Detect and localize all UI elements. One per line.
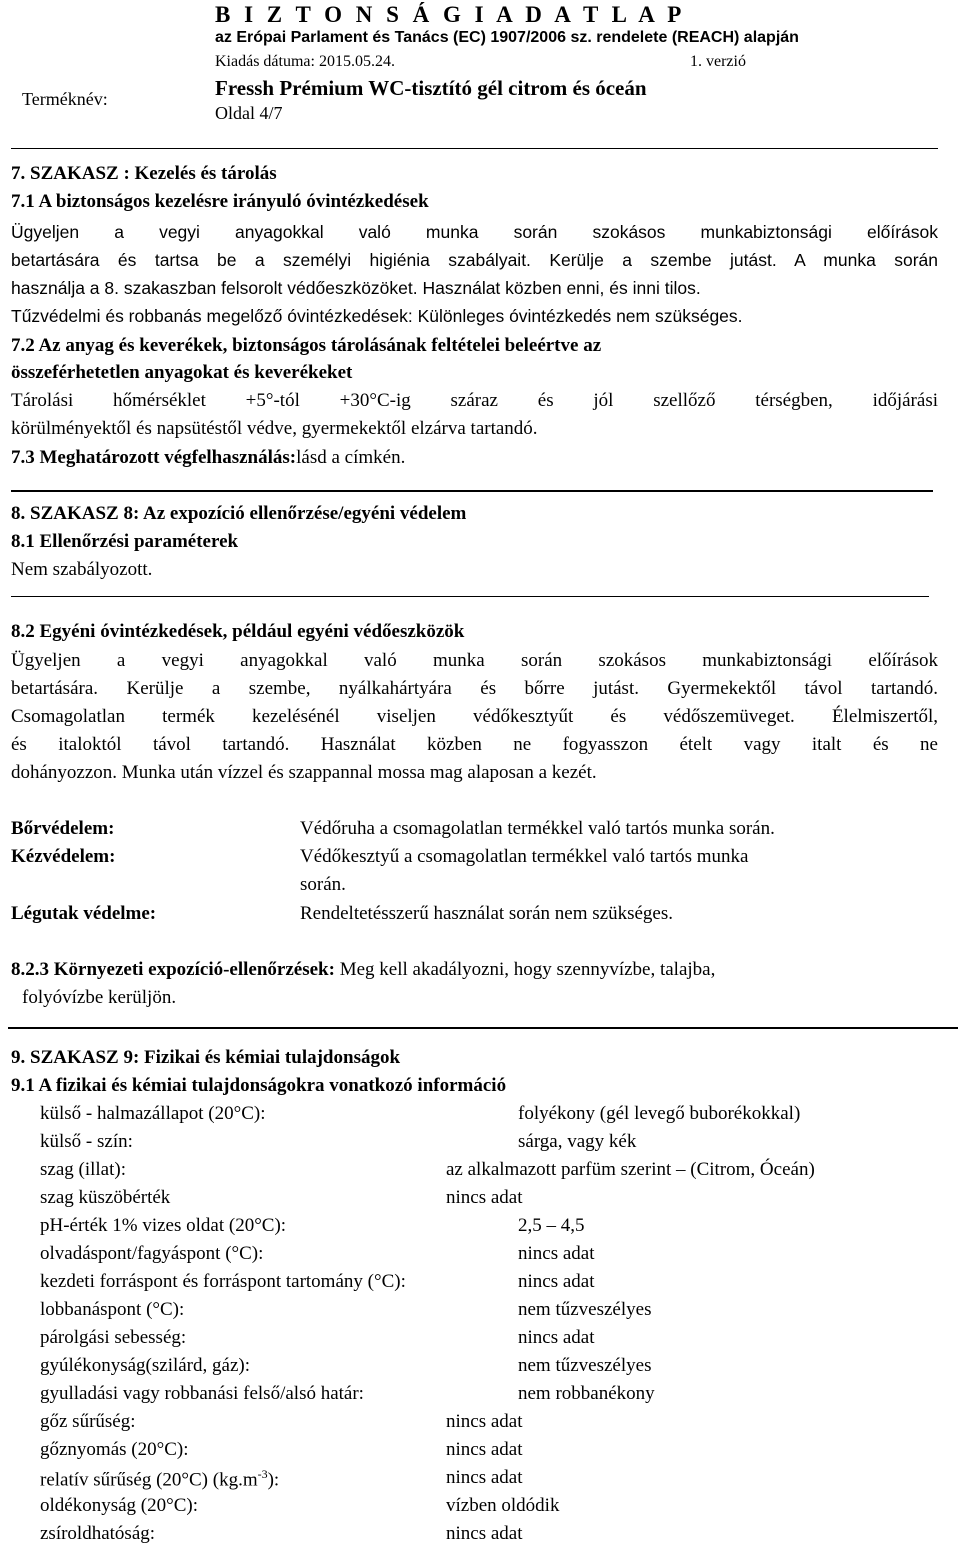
property-value: nincs adat <box>518 1327 595 1348</box>
section-7-2-line: Tárolási hőmérséklet +5°-tól +30°C-ig száraz és jól szellőző térségben, időjárási <box>11 390 938 411</box>
property-value: az alkalmazott parfüm szerint – (Citrom, Óceán) <box>446 1159 815 1180</box>
property-value: folyékony (gél levegő buborékokkal) <box>518 1103 801 1124</box>
header-divider <box>11 148 938 149</box>
product-label: Terméknév: <box>22 89 108 109</box>
property-value: 2,5 – 4,5 <box>518 1215 585 1236</box>
section-8-2-line: betartására. Kerülje a szembe, nyálkahártyára és bőrre jutást. Gyermekektől távol tartandó. <box>11 678 938 699</box>
hand-protection-value: Védőkesztyű a csomagolatlan termékkel való tartós munka <box>300 846 749 867</box>
section-divider <box>8 1027 958 1029</box>
property-value: nincs adat <box>518 1271 595 1292</box>
section-7-1-line: Ügyeljen a vegyi anyagokkal való munka során szokásos munkabiztonsági előírások <box>11 222 938 242</box>
section-7-2-heading: 7.2 Az anyag és keverékek, biztonságos tárolásának feltételei beleértve az <box>11 335 602 356</box>
section-7-2-line: körülményektől és napsütéstől védve, gyermekektől elzárva tartandó. <box>11 418 538 439</box>
version: 1. verzió <box>690 53 746 70</box>
property-name: szag (illat): <box>40 1159 126 1180</box>
section-8-2-line: Ügyeljen a vegyi anyagokkal való munka során szokásos munkabiztonsági előírások <box>11 650 938 671</box>
issue-date: Kiadás dátuma: 2015.05.24. <box>215 53 395 70</box>
section-8-2-line: és italoktól távol tartandó. Használat közben ne fogyasszon ételt vagy italt és ne <box>11 734 938 755</box>
section-divider <box>11 596 929 597</box>
property-value: nem tűzveszélyes <box>518 1355 652 1376</box>
property-name: oldékonyság (20°C): <box>40 1495 198 1516</box>
property-name: gyulladási vagy robbanási felső/alsó határ: <box>40 1383 364 1404</box>
section-7-1-line: Tűzvédelmi és robbanás megelőző óvintézkedések: Különleges óvintézkedés nem szükséges. <box>11 306 743 326</box>
property-name: szag küszöbérték <box>40 1187 171 1208</box>
property-value: nincs adat <box>446 1439 523 1460</box>
product-name: Fressh Prémium WC-tisztító gél citrom és óceán <box>215 76 647 100</box>
property-value: nincs adat <box>518 1243 595 1264</box>
section-7-3 <box>11 447 405 469</box>
hand-protection-label: Kézvédelem: <box>11 846 116 867</box>
property-name: lobbanáspont (°C): <box>40 1299 185 1320</box>
section-7-1-line: használja a 8. szakaszban felsorolt védőeszközöket. Használat közben enni, és inni tilos. <box>11 278 701 298</box>
property-name-density <box>40 1467 279 1491</box>
section-8-2-3-heading: 8.2.3 Környezeti expozíció-ellenőrzések: <box>11 959 335 980</box>
property-name: külső - szín: <box>40 1131 133 1152</box>
section-8-2-3 <box>11 959 715 981</box>
skin-protection-label: Bőrvédelem: <box>11 818 115 839</box>
property-value: nincs adat <box>446 1523 523 1544</box>
section-8-1-heading: 8.1 Ellenőrzési paraméterek <box>11 531 239 552</box>
respiratory-protection-value: Rendeltetésszerű használat során nem szükséges. <box>300 903 674 924</box>
property-value: nem robbanékony <box>518 1383 655 1404</box>
property-name: relatív sűrűség (20°C) (kg.m <box>40 1469 258 1491</box>
section-8-heading: 8. SZAKASZ 8: Az expozíció ellenőrzése/egyéni védelem <box>11 503 467 524</box>
section-7-3-text: lásd a címkén. <box>296 447 406 468</box>
respiratory-protection-label: Légutak védelme: <box>11 903 157 924</box>
property-name: gőz sűrűség: <box>40 1411 136 1432</box>
density-unit-exponent: -3 <box>257 1467 268 1481</box>
density-suffix: ): <box>267 1469 280 1491</box>
section-7-1-line: betartására és tartsa be a személyi higiénia szabályait. Kerülje a szembe jutást. A munka során <box>11 250 938 270</box>
section-9-heading: 9. SZAKASZ 9: Fizikai és kémiai tulajdonságok <box>11 1047 401 1068</box>
property-name: párolgási sebesség: <box>40 1327 187 1348</box>
document-title: B I Z T O N S Á G I A D A T L A P <box>215 2 686 27</box>
hand-protection-value: során. <box>300 874 346 895</box>
section-7-2-heading: összeférhetetlen anyagokat és keverékeket <box>11 362 353 383</box>
property-value: sárga, vagy kék <box>518 1131 637 1152</box>
property-name: kezdeti forráspont és forráspont tartomány (°C): <box>40 1271 406 1292</box>
property-value: vízben oldódik <box>446 1495 560 1516</box>
property-name: gyúlékonyság(szilárd, gáz): <box>40 1355 250 1376</box>
property-name: pH-érték 1% vizes oldat (20°C): <box>40 1215 287 1236</box>
regulation-line: az Erópai Parlament és Tanács (EC) 1907/2006 sz. rendelete (REACH) alapján <box>215 29 799 46</box>
property-value: nem tűzveszélyes <box>518 1299 652 1320</box>
section-8-1-text: Nem szabályozott. <box>11 559 153 580</box>
property-name: külső - halmazállapot (20°C): <box>40 1103 266 1124</box>
section-7-heading: 7. SZAKASZ : Kezelés és tárolás <box>11 163 277 184</box>
section-8-2-line: Csomagolatlan termék kezelésénél viseljen védőkesztyűt és védőszemüveget. Élelmiszertől, <box>11 706 938 727</box>
property-value: nincs adat <box>446 1187 523 1208</box>
page-number: Oldal 4/7 <box>215 103 283 123</box>
section-8-2-line: dohányozzon. Munka után vízzel és szappannal mossa mag alaposan a kezét. <box>11 762 597 783</box>
section-7-3-heading: 7.3 Meghatározott végfelhasználás: <box>11 447 297 468</box>
section-8-2-3-line: folyóvízbe kerüljön. <box>22 987 177 1008</box>
section-7-1-heading: 7.1 A biztonságos kezelésre irányuló óvintézkedések <box>11 191 429 212</box>
property-name: gőznyomás (20°C): <box>40 1439 189 1460</box>
property-value: nincs adat <box>446 1467 523 1488</box>
section-8-2-3-text: Meg kell akadályozni, hogy szennyvízbe, talajba, <box>334 959 716 980</box>
property-value: nincs adat <box>446 1411 523 1432</box>
section-9-1-heading: 9.1 A fizikai és kémiai tulajdonságokra vonatkozó információ <box>11 1075 507 1096</box>
section-8-2-heading: 8.2 Egyéni óvintézkedések, például egyéni védőeszközök <box>11 621 465 642</box>
section-divider <box>11 490 933 492</box>
skin-protection-value: Védőruha a csomagolatlan termékkel való tartós munka során. <box>300 818 775 839</box>
property-name: zsíroldhatóság: <box>40 1523 156 1544</box>
property-name: olvadáspont/fagyáspont (°C): <box>40 1243 264 1264</box>
